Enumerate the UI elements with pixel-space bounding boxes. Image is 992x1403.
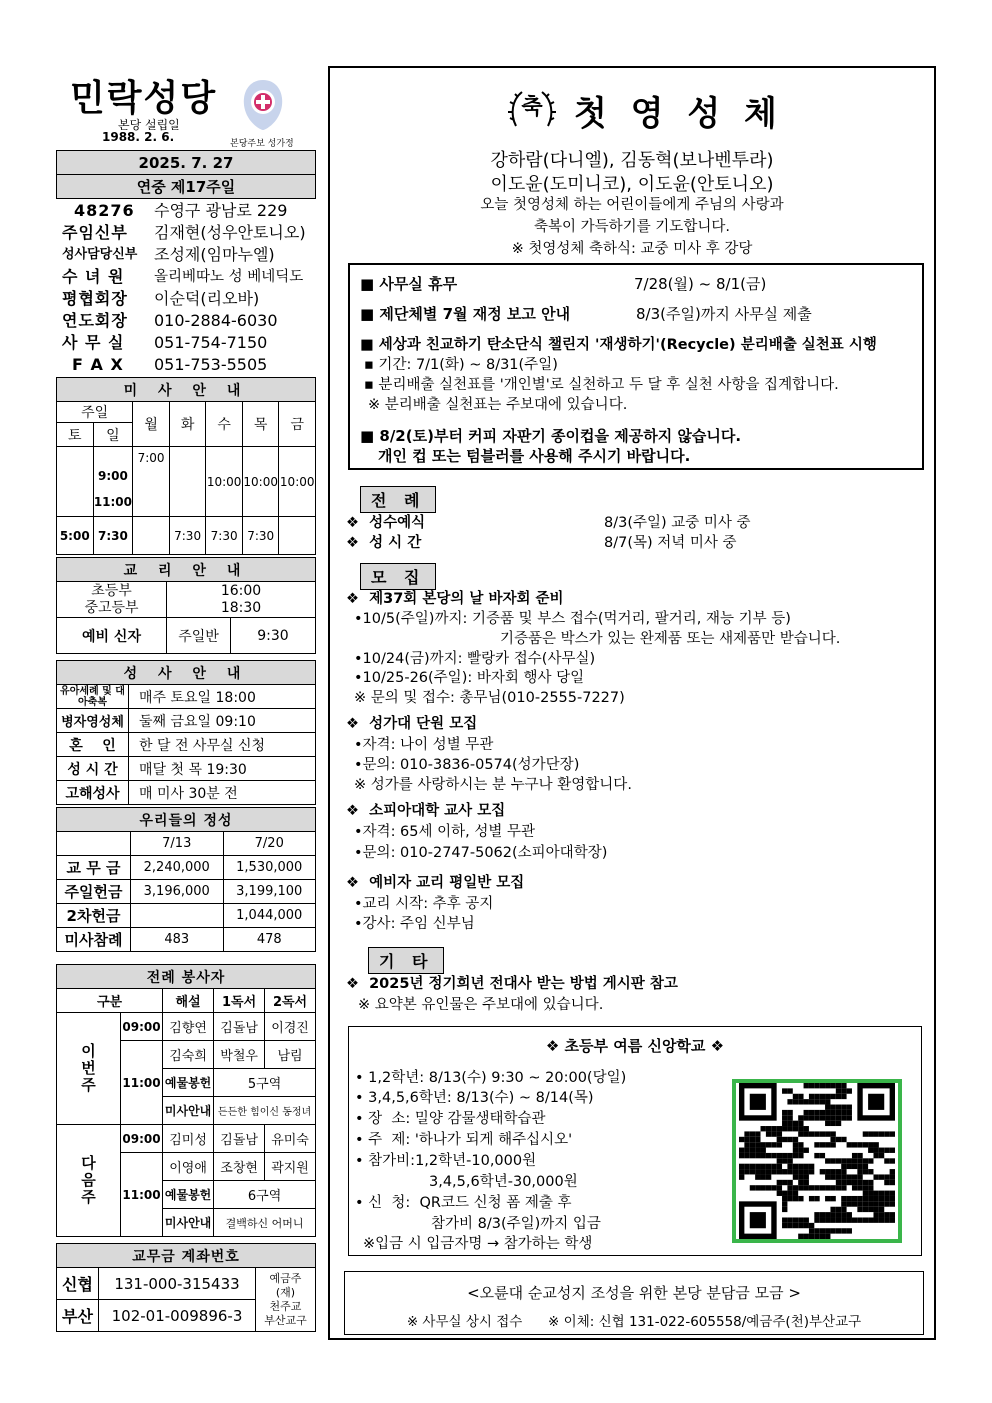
notice-finance-report: ■ 제단체별 7월 재정 보고 안내 — [360, 305, 571, 323]
blessing-message-1: 오늘 첫영성체 하는 어린이들에게 주님의 사랑과 — [480, 197, 784, 213]
holder-line-3: 천주교 — [269, 1299, 302, 1313]
notice-coffee-cups: ■ 8/2(토)부터 커피 자판기 종이컵을 제공하지 않습니다. — [360, 427, 742, 445]
sunday-header: 주일 — [57, 402, 133, 423]
catechumen-class: 주일반 — [167, 618, 231, 654]
servers-head-category: 구분 — [57, 989, 163, 1013]
right-column — [328, 66, 936, 1340]
sophia-qualification: •자격: 65세 이하, 성별 무관 — [354, 824, 535, 840]
next-commentary-1: 김미성 — [163, 1125, 214, 1153]
account-no-2: 102-01-009896-3 — [99, 1300, 256, 1332]
holy-family-logo-icon — [237, 76, 289, 132]
notice-recycle-period: ▪ 기간: 7/1(화) ~ 8/31(주일) — [364, 357, 558, 373]
thu-header: 목 — [242, 402, 279, 447]
convent-label: 수 녀 원 — [62, 267, 125, 286]
second-collection-1 — [131, 904, 224, 928]
elementary-label: 초등부 — [91, 582, 132, 599]
wed-evening-mass: 7:30 — [206, 517, 243, 555]
founded-date: 1988. 2. 6. — [102, 130, 175, 144]
recruit-tag: 모 집 — [360, 563, 436, 590]
catechumen-heading: ❖ 예비자 교리 평일반 모집 — [346, 875, 525, 891]
this-week-label: 이번주 — [57, 1013, 121, 1125]
fundraising-details: ※ 사무실 상시 접수 ※ 이체: 신협 131-022-605558/예금주(천)부산교구 — [406, 1314, 862, 1330]
sat-header: 토 — [57, 423, 94, 447]
postal-code: 48276 — [74, 201, 135, 220]
tithe-1: 2,240,000 — [131, 856, 224, 880]
bazaar-contact: ※ 문의 및 접수: 총무님(010-2555-7227) — [354, 690, 625, 706]
fax-number: 051-753-5505 — [154, 355, 268, 374]
parish-info — [62, 200, 316, 376]
blessing-message-2: 축복이 가득하기를 기도합니다. — [534, 219, 730, 235]
catechism-title: 교 리 안 내 — [57, 558, 316, 582]
sacrament-title: 성 사 안 내 — [57, 661, 316, 685]
pastor-name: 김재현(성우안토니오) — [154, 223, 306, 242]
fundraising-box — [344, 1271, 924, 1335]
jubilee-note: ※ 요약본 유인물은 주보대에 있습니다. — [358, 997, 604, 1013]
this-reading1-2: 박철우 — [214, 1041, 265, 1069]
baptism-time: 매주 토요일 18:00 — [129, 685, 316, 709]
bulletin-date: 2025. 7. 27 — [57, 151, 316, 175]
fundraising-title: <오륜대 순교성지 조성을 위한 본당 분담금 모금 > — [467, 1284, 801, 1302]
camp-fee-1: • 참가비:1,2학년-10,000원 — [355, 1153, 537, 1169]
offering-date-1: 7/13 — [131, 832, 224, 856]
liturgy-holy-hour-time: 8/7(목) 저녁 미사 중 — [604, 535, 737, 551]
next-week-time-2: 11:00 — [121, 1153, 163, 1237]
this-commentary-1: 김향연 — [163, 1013, 214, 1041]
sunday-collection-2: 3,199,100 — [223, 880, 316, 904]
account-no-1: 131-000-315433 — [99, 1268, 256, 1300]
notice-office-closed-date: 7/28(월) ~ 8/1(금) — [634, 275, 767, 293]
address: 수영구 광남로 229 — [154, 201, 288, 220]
bank-2: 부산 — [57, 1300, 99, 1332]
next-usher-label: 미사안내 — [163, 1209, 214, 1237]
this-commentary-2: 김숙희 — [163, 1041, 214, 1069]
next-reading2-2: 곽지원 — [265, 1153, 316, 1181]
assistant-label: 성사담당신부 — [62, 247, 138, 262]
sophia-contact: •문의: 010-2747-5062(소피아대학장) — [354, 845, 608, 861]
jubilee-heading: ❖ 2025년 정기희년 전대사 받는 방법 게시판 참고 — [346, 976, 678, 992]
notice-coffee-cups-detail: 개인 컵 또는 텀블러를 사용해 주시기 바랍니다. — [378, 447, 691, 465]
marriage-info: 한 달 전 사무실 신청 — [129, 733, 316, 757]
next-reading2-1: 유미숙 — [265, 1125, 316, 1153]
thu-mass: 10:00 — [242, 447, 279, 517]
elementary-time: 16:00 — [220, 582, 262, 599]
this-reading2-2: 남림 — [265, 1041, 316, 1069]
council-name: 이순덕(리오바) — [154, 289, 260, 308]
yeondo-label: 연도회장 — [62, 311, 128, 330]
etc-tag: 기 타 — [368, 947, 444, 974]
summer-camp-box — [348, 1026, 922, 1256]
choir-heading: ❖ 성가대 단원 모집 — [346, 716, 478, 732]
camp-apply: • 신 청: QR코드 신청 폼 제출 후 — [355, 1195, 572, 1211]
bazaar-heading: ❖ 제37회 본당의 날 바자회 준비 — [346, 591, 564, 607]
fax-label: F A X — [72, 355, 124, 374]
sat-evening-mass: 5:00 — [57, 517, 94, 555]
fri-mass: 10:00 — [279, 447, 316, 517]
patron-label: 본당주보 성가정 — [230, 139, 294, 149]
marriage-label: 혼 인 — [57, 733, 129, 757]
convent-name: 올리베따노 성 베네딕도 — [154, 269, 304, 285]
catechumen-lecturer: •강사: 주임 신부님 — [354, 916, 475, 932]
holder-line-2: (재) — [275, 1285, 296, 1299]
offering-date-2: 7/20 — [223, 832, 316, 856]
servers-head-commentary: 해설 — [163, 989, 214, 1013]
notice-recycle-challenge: ■ 세상과 친교하기 탄소단식 챌린지 '재생하기'(Recycle) 분리배출 실천표 시행 — [360, 337, 877, 353]
choir-qualification: •자격: 나이 성별 무관 — [354, 737, 494, 753]
notice-office-closed: ■ 사무실 휴무 — [360, 275, 458, 293]
servers-head-reading2: 2독서 — [265, 989, 316, 1013]
this-reading1-1: 김돌남 — [214, 1013, 265, 1041]
mon-mass: 7:00 — [133, 447, 170, 517]
bulletin-week: 연중 제17주일 — [57, 175, 316, 199]
tithe-2: 1,530,000 — [223, 856, 316, 880]
servers-title: 전례 봉사자 — [57, 965, 316, 989]
catechism-table — [56, 557, 316, 654]
thu-evening-mass: 7:30 — [242, 517, 279, 555]
catechumen-time: 9:30 — [231, 618, 316, 654]
sunday-collection-label: 주일헌금 — [57, 880, 131, 904]
notice-recycle-note: ※ 분리배출 실천표는 주보대에 있습니다. — [368, 397, 628, 413]
bazaar-line-3: •10/24(금)까지: 빨랑카 접수(사무실) — [354, 651, 596, 667]
office-label: 사 무 실 — [62, 333, 125, 352]
holder-line-1: 예금주 — [269, 1271, 302, 1285]
servers-head-reading1: 1독서 — [214, 989, 265, 1013]
second-collection-2: 1,044,000 — [223, 904, 316, 928]
next-commentary-2: 이영애 — [163, 1153, 214, 1181]
celebration-badge: 축 — [521, 95, 543, 120]
next-reading1-1: 김돌남 — [214, 1125, 265, 1153]
bank-1: 신협 — [57, 1268, 99, 1300]
liturgy-holy-water: ❖ 성수예식 — [346, 515, 426, 531]
this-reading2-1: 이경진 — [265, 1013, 316, 1041]
bazaar-line-1: •10/5(주일)까지: 기증품 및 부스 접수(먹거리, 팔거리, 재능 기부 등) — [354, 611, 791, 627]
next-reading1-2: 조창현 — [214, 1153, 265, 1181]
assistant-name: 조성제(임마누엘) — [154, 245, 275, 264]
office-phone: 051-754-7150 — [154, 333, 268, 352]
sunday-collection-1: 3,196,000 — [131, 880, 224, 904]
holder-line-4: 부산교구 — [264, 1313, 307, 1327]
mon-header: 월 — [133, 402, 170, 447]
mass-schedule-table — [56, 377, 316, 555]
holy-hour-label: 성 시 간 — [57, 757, 129, 781]
this-offertory-label: 예물봉헌 — [163, 1069, 214, 1097]
attendance-2: 478 — [223, 928, 316, 952]
middle-high-time: 18:30 — [220, 599, 262, 616]
sun-mass-1: 9:00 — [97, 468, 128, 483]
holy-hour-time: 매달 첫 목 19:30 — [129, 757, 316, 781]
camp-theme: • 주 제: '하나가 되게 해주십시오' — [355, 1132, 573, 1148]
next-offertory-group: 6구역 — [214, 1181, 316, 1209]
camp-payment-note: ※입금 시 입금자명 → 참가하는 학생 — [363, 1236, 593, 1252]
communicant-names-2: 이도윤(도미니코), 이도윤(안토니오) — [490, 174, 774, 195]
confession-time: 매 미사 30분 전 — [129, 781, 316, 805]
wed-mass: 10:00 — [206, 447, 243, 517]
offering-title: 우리들의 정성 — [57, 808, 316, 832]
baptism-label: 유아세례 및 대아축복 — [57, 685, 129, 709]
camp-grade-1-2: • 1,2학년: 8/13(수) 9:30 ~ 20:00(당일) — [355, 1070, 627, 1086]
offering-table — [56, 807, 316, 952]
wed-header: 수 — [206, 402, 243, 447]
council-label: 평협회장 — [62, 289, 128, 308]
founded-label: 본당 설립일 — [118, 118, 180, 132]
attendance-label: 미사참례 — [57, 928, 131, 952]
this-usher-group: 든든한 힘이신 동정녀 — [214, 1097, 316, 1125]
camp-payment: 참가비 8/3(주일)까지 입금 — [431, 1216, 601, 1232]
camp-grade-3-6: • 3,4,5,6학년: 8/13(수) ~ 8/14(목) — [355, 1090, 594, 1106]
yeondo-phone: 010-2884-6030 — [154, 311, 278, 330]
parish-name: 민락성당 — [70, 77, 218, 119]
sick-communion-time: 둘째 금요일 09:10 — [129, 709, 316, 733]
next-usher-group: 결백하신 어머니 — [214, 1209, 316, 1237]
sophia-heading: ❖ 소피아대학 교사 모집 — [346, 803, 506, 819]
date-box — [56, 150, 316, 199]
bazaar-line-2: 기증품은 박스가 있는 완제품 또는 새제품만 받습니다. — [500, 631, 841, 647]
this-usher-label: 미사안내 — [163, 1097, 214, 1125]
sun-header: 일 — [93, 423, 133, 447]
tithe-label: 교 무 금 — [57, 856, 131, 880]
camp-title: ❖ 초등부 여름 신앙학교 ❖ — [545, 1037, 725, 1055]
liturgy-holy-hour: ❖ 성 시 간 — [346, 535, 422, 551]
fri-header: 금 — [279, 402, 316, 447]
sick-communion-label: 병자영성체 — [57, 709, 129, 733]
second-collection-label: 2차헌금 — [57, 904, 131, 928]
camp-place: • 장 소: 밀양 감물생태학습관 — [355, 1111, 546, 1127]
middle-high-label: 중고등부 — [84, 599, 139, 616]
catechumen-label: 예비 신자 — [57, 618, 167, 654]
liturgy-tag: 전 례 — [360, 486, 436, 513]
confession-label: 고해성사 — [57, 781, 129, 805]
sacrament-table — [56, 660, 316, 805]
camp-fee-2: 3,4,5,6학년-30,000원 — [429, 1174, 578, 1190]
servers-table — [56, 964, 316, 1237]
next-week-time-1: 09:00 — [121, 1125, 163, 1153]
qr-code-icon[interactable] — [732, 1079, 902, 1243]
choir-note: ※ 성가를 사랑하시는 분 누구나 환영합니다. — [354, 777, 632, 793]
sun-mass-2: 11:00 — [93, 494, 133, 509]
sun-evening-mass: 7:30 — [93, 517, 133, 555]
account-title: 교무금 계좌번호 — [57, 1244, 316, 1268]
account-table — [56, 1243, 316, 1332]
tue-header: 화 — [169, 402, 206, 447]
this-week-time-2: 11:00 — [121, 1041, 163, 1125]
notice-recycle-detail: ▪ 분리배출 실천표를 '개인별'로 실천하고 두 달 후 실천 사항을 집계합니다. — [364, 377, 839, 393]
notice-finance-report-due: 8/3(주일)까지 사무실 제출 — [636, 305, 812, 323]
tue-evening-mass: 7:30 — [169, 517, 206, 555]
notice-box — [348, 263, 924, 470]
liturgy-holy-water-time: 8/3(주일) 교중 미사 중 — [604, 515, 751, 531]
mass-title: 미 사 안 내 — [57, 378, 316, 402]
headline: 첫 영 성 체 — [574, 94, 783, 134]
communicant-names-1: 강하람(다니엘), 김동혁(보나벤투라) — [490, 150, 774, 171]
choir-contact: •문의: 010-3836-0574(성가단장) — [354, 757, 580, 773]
next-offertory-label: 예물봉헌 — [163, 1181, 214, 1209]
pastor-label: 주임신부 — [62, 223, 128, 242]
celebration-note: ※ 첫영성체 축하식: 교중 미사 후 강당 — [511, 241, 753, 257]
this-week-time-1: 09:00 — [121, 1013, 163, 1041]
attendance-1: 483 — [131, 928, 224, 952]
bazaar-line-4: •10/25-26(주일): 바자회 행사 당일 — [354, 670, 585, 686]
this-offertory-group: 5구역 — [214, 1069, 316, 1097]
catechumen-start: •교리 시작: 추후 공지 — [354, 896, 494, 912]
next-week-label: 다음주 — [57, 1125, 121, 1237]
